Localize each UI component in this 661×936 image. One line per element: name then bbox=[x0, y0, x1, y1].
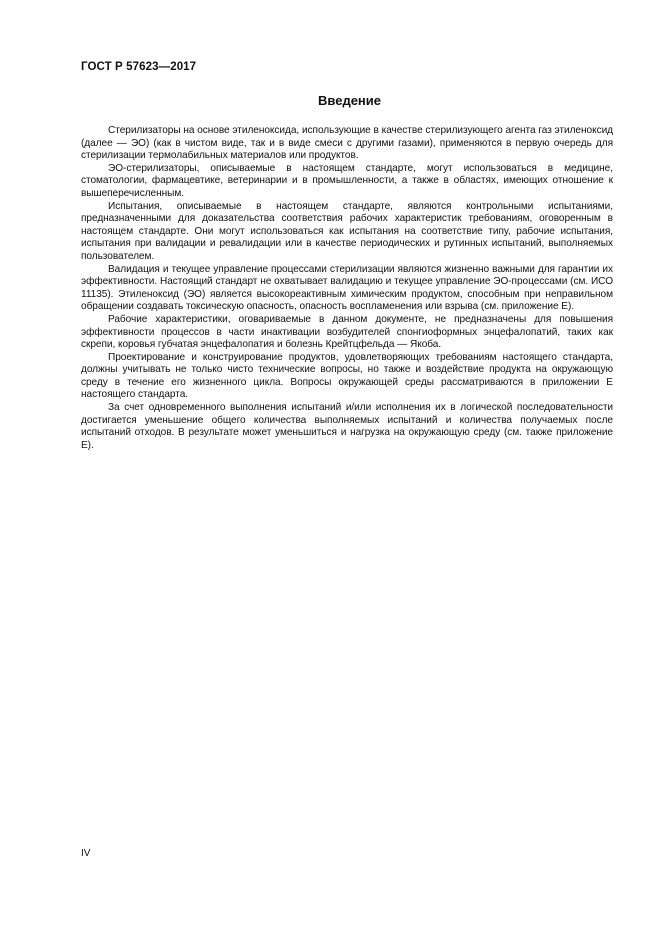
paragraph-7: За счет одновременного выполнения испытаний и/или исполнения их в логической последовательности достигается уменьшение общего количества выполняемых испытаний и количества получаемых после испытаний отходов. В результате может уменьшиться и нагрузка на окружающую среду (см. также приложение Е). bbox=[81, 402, 613, 451]
paragraph-1: Стерилизаторы на основе этиленоксида, использующие в качестве стерилизующего агента газ этиленоксид (далее — ЭО) (как в чистом виде, так и в виде смеси с другими газами), применяются в первую очередь для стерилизации термолабильных материалов или продуктов. bbox=[81, 125, 613, 162]
paragraph-4: Валидация и текущее управление процессами стерилизации являются жизненно важными для гарантии их эффективности. Настоящий стандарт не охватывает валидацию и текущее управление ЭО-процессами (см. ИСО 11135). Этиленоксид (ЭО) является высокореактивным химическим продуктом, способным при неправильном обращении создавать токсическую опасность, опасность воспламенения или взрыва (см. приложение Е). bbox=[81, 263, 613, 313]
paragraph-2: ЭО-стерилизаторы, описываемые в настоящем стандарте, могут использоваться в медицине, стоматологии, фармацевтике, ветеринарии и в промышленности, а также в областях, имеющих отношение к вышеперечисленным. bbox=[81, 162, 613, 199]
paragraph-5: Рабочие характеристики, оговариваемые в данном документе, не предназначены для повышения эффективности процессов в части инактивации возбудителей спонгиоформных энцефалопатий, таких как скрепи, коровья губчатая энцефалопатия и болезнь Крейтцфельда — Якоба. bbox=[81, 313, 613, 351]
section-title: Введение bbox=[318, 93, 381, 108]
page-number: IV bbox=[81, 848, 91, 859]
paragraph-3: Испытания, описываемые в настоящем стандарте, являются контрольными испытаниями, предназначенными для доказательства соответствия рабочих характеристик требованиям, оговоренным в настоящем стандарте. Они могут использоваться как испытания на соответствие типу, рабочие испытания, испытания при валидации и ревалидации или в качестве периодических и рутинных испытаний, выполняемых пользователем. bbox=[81, 200, 613, 262]
document-header-standard-code: ГОСТ Р 57623—2017 bbox=[81, 61, 197, 73]
paragraph-6: Проектирование и конструирование продуктов, удовлетворяющих требованиям настоящего стандарта, должны учитывать не только чисто технические вопросы, но также и воздействие продукта на окружающую среду в течение его жизненного цикла. Вопросы окружающей среды рассматриваются в приложении Е настоящего стандарта. bbox=[81, 351, 613, 401]
document-body bbox=[81, 125, 613, 452]
